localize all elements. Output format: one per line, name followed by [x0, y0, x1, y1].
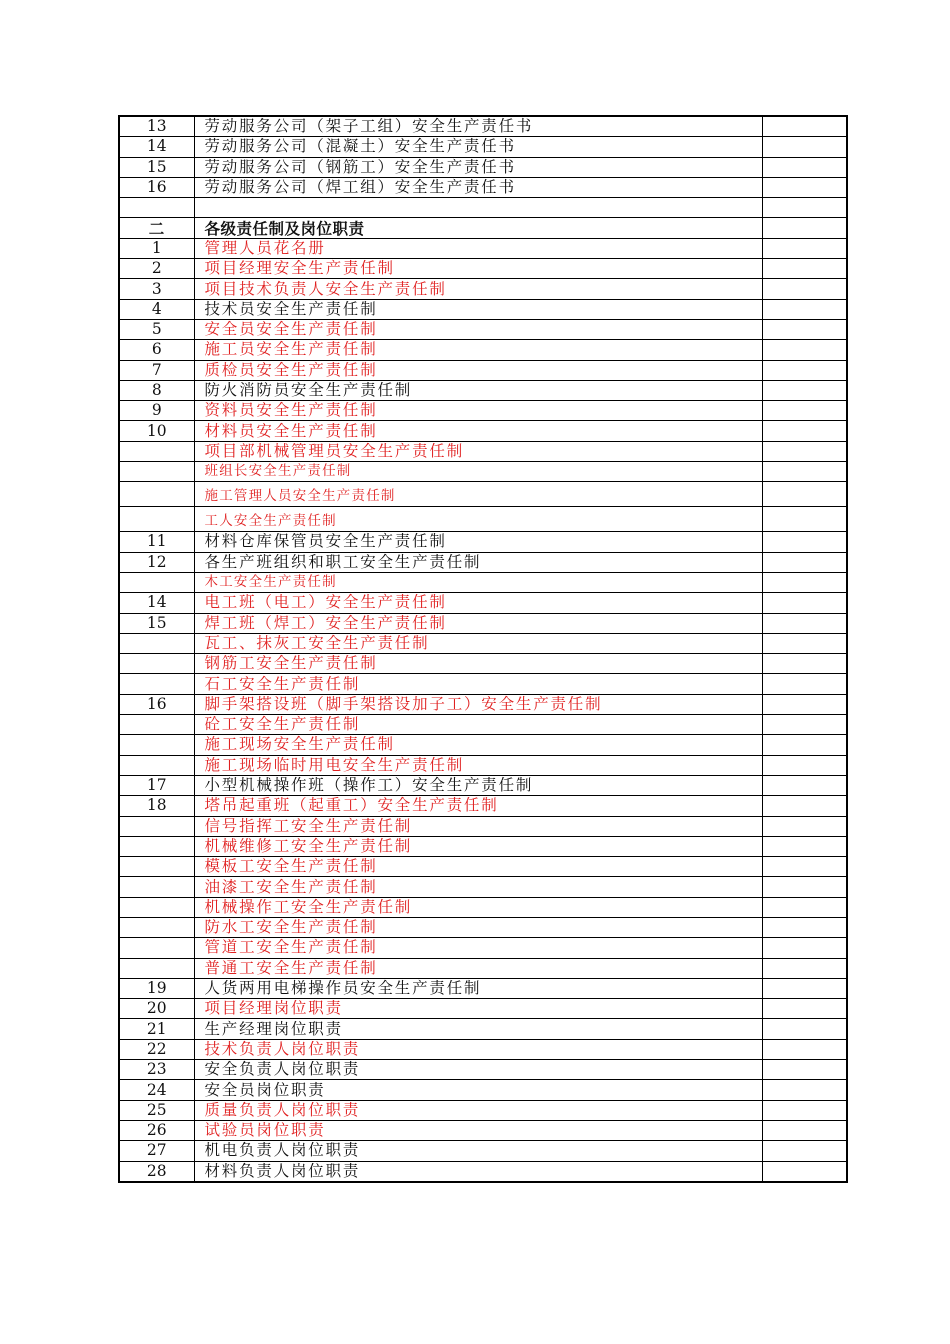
row-remark-cell: [762, 552, 847, 572]
row-number: [119, 507, 194, 532]
row-number: [119, 462, 194, 482]
row-number: 1: [119, 238, 194, 258]
table-row: [119, 116, 847, 137]
table-row: [119, 674, 847, 694]
row-remark-cell: [762, 116, 847, 137]
table-row: [119, 299, 847, 319]
row-remark-cell: [762, 735, 847, 755]
row-title: 石工安全生产责任制: [194, 674, 762, 694]
row-title: 管理人员花名册: [194, 238, 762, 258]
table-body: [119, 116, 847, 1182]
row-title: 项目经理安全生产责任制: [194, 259, 762, 279]
row-number: 15: [119, 613, 194, 633]
row-number: [119, 654, 194, 674]
row-title: 班组长安全生产责任制: [194, 462, 762, 482]
row-title: 各级责任制及岗位职责: [194, 218, 762, 238]
row-title: 瓦工、抹灰工安全生产责任制: [194, 633, 762, 653]
table-row: [119, 796, 847, 816]
row-number: [119, 755, 194, 775]
table-row: [119, 1141, 847, 1161]
table-row: [119, 441, 847, 461]
row-remark-cell: [762, 715, 847, 735]
row-title: 焊工班（焊工）安全生产责任制: [194, 613, 762, 633]
row-title: 钢筋工安全生产责任制: [194, 654, 762, 674]
table-row: [119, 999, 847, 1019]
row-number: 27: [119, 1141, 194, 1161]
row-remark-cell: [762, 218, 847, 238]
row-number: 24: [119, 1080, 194, 1100]
row-title: 安全员岗位职责: [194, 1080, 762, 1100]
row-title: 劳动服务公司（混凝土）安全生产责任书: [194, 137, 762, 157]
table-row: [119, 507, 847, 532]
table-row: [119, 593, 847, 613]
row-number: [119, 482, 194, 507]
table-row: [119, 654, 847, 674]
row-remark-cell: [762, 1141, 847, 1161]
row-number: 2: [119, 259, 194, 279]
row-remark-cell: [762, 572, 847, 592]
row-remark-cell: [762, 654, 847, 674]
table-row: [119, 238, 847, 258]
row-number: 17: [119, 775, 194, 795]
table-row: [119, 157, 847, 177]
row-remark-cell: [762, 1120, 847, 1140]
row-title: 工人安全生产责任制: [194, 507, 762, 532]
row-number: [119, 674, 194, 694]
row-title: 机械操作工安全生产责任制: [194, 897, 762, 917]
row-number: 14: [119, 137, 194, 157]
row-remark-cell: [762, 1039, 847, 1059]
row-remark-cell: [762, 238, 847, 258]
row-number: 16: [119, 694, 194, 714]
row-remark-cell: [762, 421, 847, 441]
row-remark-cell: [762, 755, 847, 775]
row-number: [119, 897, 194, 917]
table-row: [119, 694, 847, 714]
table-row: [119, 917, 847, 937]
table-row: [119, 735, 847, 755]
table-row: [119, 857, 847, 877]
row-remark-cell: [762, 299, 847, 319]
row-number: 8: [119, 380, 194, 400]
row-title: 质检员安全生产责任制: [194, 360, 762, 380]
row-number: 22: [119, 1039, 194, 1059]
table-row: [119, 552, 847, 572]
row-number: [119, 958, 194, 978]
row-remark-cell: [762, 775, 847, 795]
row-remark-cell: [762, 836, 847, 856]
row-remark-cell: [762, 897, 847, 917]
row-number: 3: [119, 279, 194, 299]
row-remark-cell: [762, 1060, 847, 1080]
row-remark-cell: [762, 441, 847, 461]
row-remark-cell: [762, 259, 847, 279]
row-title: 劳动服务公司（架子工组）安全生产责任书: [194, 116, 762, 137]
row-number: 4: [119, 299, 194, 319]
table-row: [119, 532, 847, 552]
row-number: [119, 633, 194, 653]
row-title: 脚手架搭设班（脚手架搭设加子工）安全生产责任制: [194, 694, 762, 714]
row-title: 施工员安全生产责任制: [194, 340, 762, 360]
table-row: [119, 715, 847, 735]
row-title: 劳动服务公司（焊工组）安全生产责任书: [194, 177, 762, 197]
row-remark-cell: [762, 816, 847, 836]
row-title: 施工管理人员安全生产责任制: [194, 482, 762, 507]
table-row: [119, 938, 847, 958]
row-number: [119, 836, 194, 856]
row-title: 油漆工安全生产责任制: [194, 877, 762, 897]
row-title: 项目部机械管理员安全生产责任制: [194, 441, 762, 461]
row-remark-cell: [762, 796, 847, 816]
row-remark-cell: [762, 1100, 847, 1120]
row-title: 材料仓库保管员安全生产责任制: [194, 532, 762, 552]
row-number: [119, 877, 194, 897]
row-remark-cell: [762, 999, 847, 1019]
table-row: [119, 897, 847, 917]
row-number: [119, 198, 194, 218]
table-row: [119, 319, 847, 339]
row-number: 16: [119, 177, 194, 197]
row-title: 普通工安全生产责任制: [194, 958, 762, 978]
row-title: 人货两用电梯操作员安全生产责任制: [194, 978, 762, 998]
table-row: [119, 360, 847, 380]
row-title: 质量负责人岗位职责: [194, 1100, 762, 1120]
table-row: [119, 401, 847, 421]
row-remark-cell: [762, 694, 847, 714]
table-row: [119, 1060, 847, 1080]
row-number: 20: [119, 999, 194, 1019]
row-title: 管道工安全生产责任制: [194, 938, 762, 958]
row-number: 二: [119, 218, 194, 238]
table-row: [119, 613, 847, 633]
table-row: [119, 1019, 847, 1039]
row-number: 14: [119, 593, 194, 613]
row-remark-cell: [762, 319, 847, 339]
row-title: 试验员岗位职责: [194, 1120, 762, 1140]
row-number: 10: [119, 421, 194, 441]
row-remark-cell: [762, 507, 847, 532]
table-row: [119, 482, 847, 507]
row-number: 26: [119, 1120, 194, 1140]
row-number: 21: [119, 1019, 194, 1039]
row-title: 防火消防员安全生产责任制: [194, 380, 762, 400]
table-row: [119, 137, 847, 157]
table-row: [119, 1161, 847, 1182]
row-remark-cell: [762, 674, 847, 694]
row-title: 安全员安全生产责任制: [194, 319, 762, 339]
row-title: 小型机械操作班（操作工）安全生产责任制: [194, 775, 762, 795]
row-remark-cell: [762, 857, 847, 877]
table-row: [119, 177, 847, 197]
row-remark-cell: [762, 1161, 847, 1182]
row-title: 技术员安全生产责任制: [194, 299, 762, 319]
row-number: 9: [119, 401, 194, 421]
row-title: 项目技术负责人安全生产责任制: [194, 279, 762, 299]
row-title: 安全负责人岗位职责: [194, 1060, 762, 1080]
table-row: [119, 1100, 847, 1120]
row-number: 7: [119, 360, 194, 380]
row-number: [119, 572, 194, 592]
row-remark-cell: [762, 462, 847, 482]
row-remark-cell: [762, 380, 847, 400]
row-title: 施工现场临时用电安全生产责任制: [194, 755, 762, 775]
row-number: [119, 938, 194, 958]
row-number: 19: [119, 978, 194, 998]
row-number: 6: [119, 340, 194, 360]
table-row: [119, 816, 847, 836]
row-number: [119, 441, 194, 461]
row-title: 塔吊起重班（起重工）安全生产责任制: [194, 796, 762, 816]
row-title: 模板工安全生产责任制: [194, 857, 762, 877]
row-title: 机电负责人岗位职责: [194, 1141, 762, 1161]
table-row: [119, 218, 847, 238]
row-title: 防水工安全生产责任制: [194, 917, 762, 937]
row-remark-cell: [762, 360, 847, 380]
row-title: 电工班（电工）安全生产责任制: [194, 593, 762, 613]
row-remark-cell: [762, 958, 847, 978]
table-row: [119, 1120, 847, 1140]
row-title: 材料员安全生产责任制: [194, 421, 762, 441]
row-number: [119, 816, 194, 836]
row-remark-cell: [762, 593, 847, 613]
row-remark-cell: [762, 340, 847, 360]
row-remark-cell: [762, 1080, 847, 1100]
row-title: 施工现场安全生产责任制: [194, 735, 762, 755]
table-row: [119, 775, 847, 795]
table-row: [119, 1039, 847, 1059]
row-number: 13: [119, 116, 194, 137]
row-number: 23: [119, 1060, 194, 1080]
document-index-table: [118, 115, 848, 1183]
row-remark-cell: [762, 978, 847, 998]
row-title: [194, 198, 762, 218]
table-row: [119, 633, 847, 653]
row-remark-cell: [762, 938, 847, 958]
row-remark-cell: [762, 917, 847, 937]
row-remark-cell: [762, 177, 847, 197]
row-remark-cell: [762, 157, 847, 177]
table-row: [119, 421, 847, 441]
row-number: [119, 735, 194, 755]
row-title: 木工安全生产责任制: [194, 572, 762, 592]
row-title: 技术负责人岗位职责: [194, 1039, 762, 1059]
row-number: 15: [119, 157, 194, 177]
row-title: 砼工安全生产责任制: [194, 715, 762, 735]
row-title: 机械维修工安全生产责任制: [194, 836, 762, 856]
row-number: 12: [119, 552, 194, 572]
row-number: [119, 715, 194, 735]
row-title: 生产经理岗位职责: [194, 1019, 762, 1039]
table-row: [119, 877, 847, 897]
table-row: [119, 978, 847, 998]
row-number: 25: [119, 1100, 194, 1120]
table-row: [119, 1080, 847, 1100]
row-number: 11: [119, 532, 194, 552]
row-remark-cell: [762, 1019, 847, 1039]
row-remark-cell: [762, 198, 847, 218]
row-remark-cell: [762, 482, 847, 507]
row-number: 18: [119, 796, 194, 816]
table-row: [119, 279, 847, 299]
row-number: [119, 917, 194, 937]
row-remark-cell: [762, 401, 847, 421]
table-row: [119, 259, 847, 279]
row-remark-cell: [762, 877, 847, 897]
row-remark-cell: [762, 633, 847, 653]
table-row: [119, 836, 847, 856]
table-row: [119, 380, 847, 400]
row-number: [119, 857, 194, 877]
row-number: 5: [119, 319, 194, 339]
row-remark-cell: [762, 532, 847, 552]
table-row: [119, 572, 847, 592]
row-title: 项目经理岗位职责: [194, 999, 762, 1019]
row-title: 材料负责人岗位职责: [194, 1161, 762, 1182]
row-number: 28: [119, 1161, 194, 1182]
table-row: [119, 462, 847, 482]
row-title: 劳动服务公司（钢筋工）安全生产责任书: [194, 157, 762, 177]
table-row: [119, 958, 847, 978]
row-title: 信号指挥工安全生产责任制: [194, 816, 762, 836]
row-remark-cell: [762, 613, 847, 633]
table-row: [119, 198, 847, 218]
table-row: [119, 755, 847, 775]
row-title: 各生产班组织和职工安全生产责任制: [194, 552, 762, 572]
row-title: 资料员安全生产责任制: [194, 401, 762, 421]
row-remark-cell: [762, 137, 847, 157]
table-row: [119, 340, 847, 360]
row-remark-cell: [762, 279, 847, 299]
